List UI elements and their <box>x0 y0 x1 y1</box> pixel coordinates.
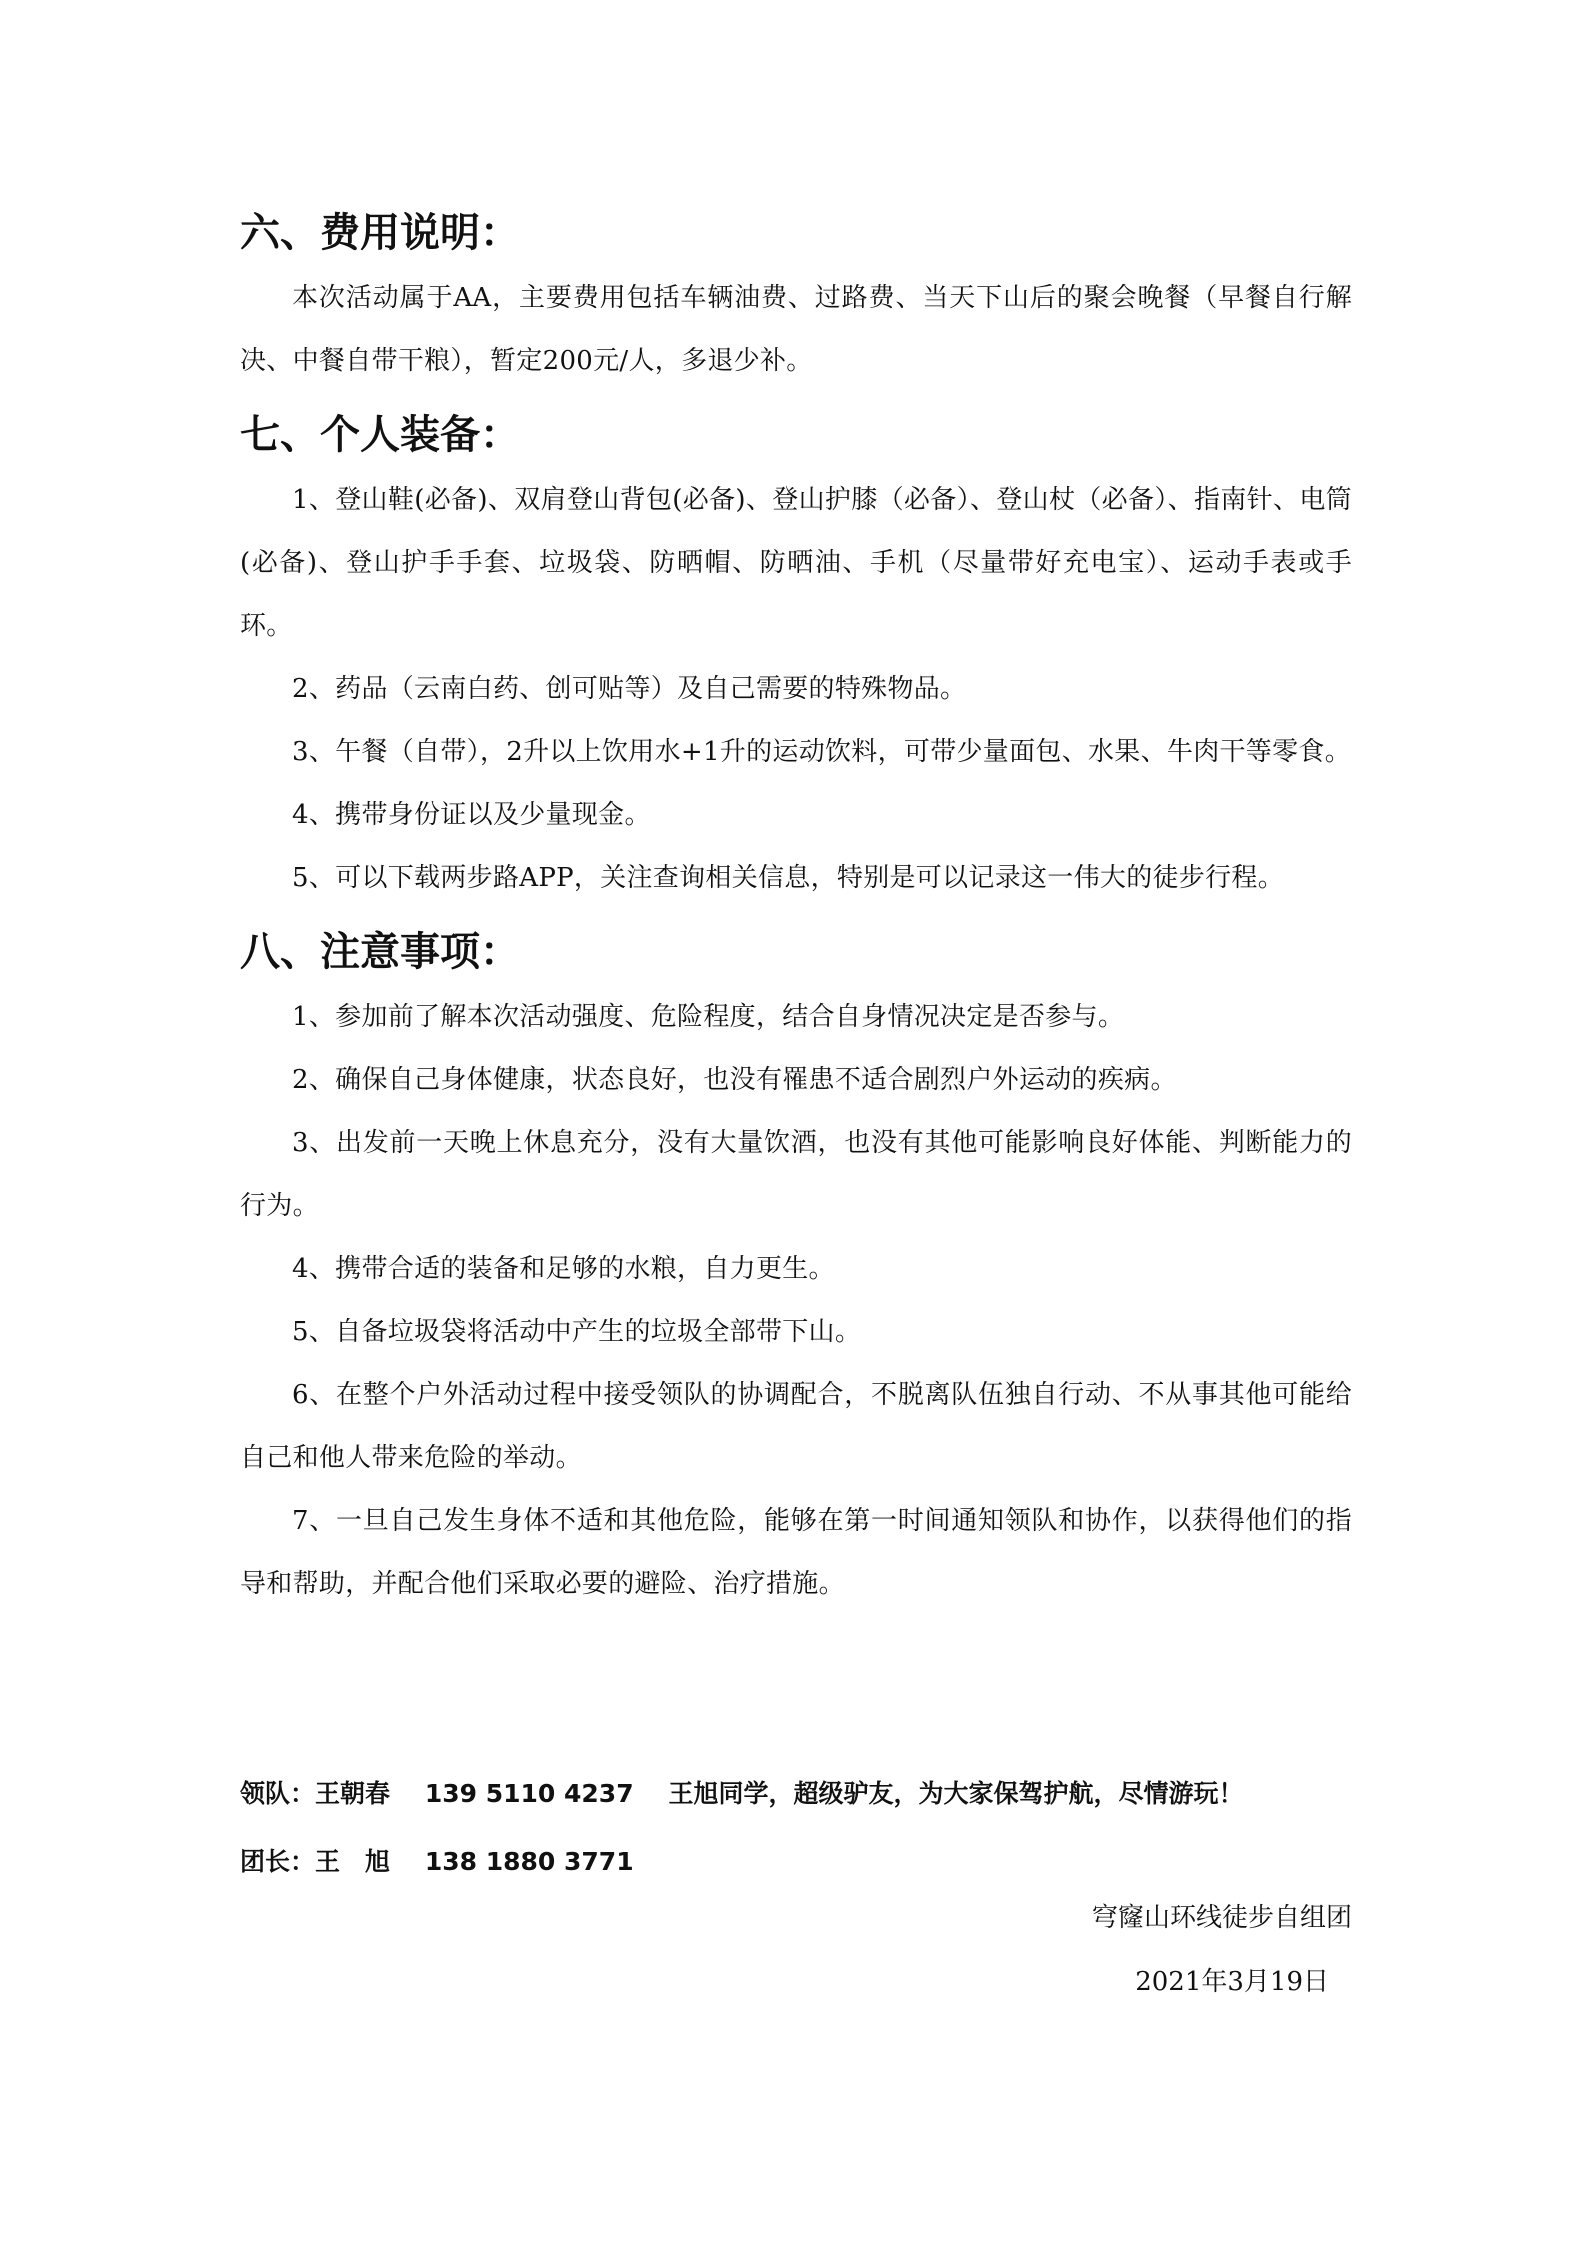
paragraph: 6、在整个户外活动过程中接受领队的协调配合，不脱离队伍独自行动、不从事其他可能给自己和他人带来危险的举动。 <box>240 1380 1352 1473</box>
leader-note: 王旭同学，超级驴友，为大家保驾护航，尽情游玩！ <box>668 1779 1244 1808</box>
paragraph: 7、一旦自己发生身体不适和其他危险，能够在第一时间通知领队和协作，以获得他们的指导和帮助，并配合他们采取必要的避险、治疗措施。 <box>240 1506 1352 1599</box>
section-equipment <box>240 407 1352 910</box>
leader-line <box>240 1760 1352 1828</box>
paragraph: 3、午餐（自带），2升以上饮用水+1升的运动饮料，可带少量面包、水果、牛肉干等零食。 <box>292 737 1352 767</box>
section-heading: 七、个人装备： <box>240 411 520 458</box>
leader-label: 领队：王朝春 <box>240 1779 391 1808</box>
paragraph: 1、登山鞋(必备)、双肩登山背包(必备)、登山护膝（必备）、登山杖（必备）、指南针、电筒(必备)、登山护手手套、垃圾袋、防晒帽、防晒油、手机（尽量带好充电宝）、运动手表或手环。 <box>240 485 1352 641</box>
section-heading: 八、注意事项： <box>240 928 520 975</box>
section-fees <box>240 205 1352 393</box>
head-label: 团长：王 旭 <box>240 1847 391 1876</box>
paragraph: 3、出发前一天晚上休息充分，没有大量饮酒，也没有其他可能影响良好体能、判断能力的行为。 <box>240 1128 1352 1221</box>
leader-phone: 139 5110 4237 <box>424 1779 634 1808</box>
section-heading: 六、费用说明： <box>240 209 520 256</box>
paragraph: 2、确保自己身体健康，状态良好，也没有罹患不适合剧烈户外运动的疾病。 <box>292 1065 1177 1095</box>
head-line <box>240 1828 1352 1896</box>
paragraph: 2、药品（云南白药、创可贴等）及自己需要的特殊物品。 <box>292 674 967 704</box>
paragraph: 1、参加前了解本次活动强度、危险程度，结合自身情况决定是否参与。 <box>292 1002 1125 1032</box>
paragraph: 4、携带合适的装备和足够的水粮，自力更生。 <box>292 1254 835 1284</box>
paragraph: 4、携带身份证以及少量现金。 <box>292 800 651 830</box>
head-phone: 138 1880 3771 <box>424 1847 634 1876</box>
paragraph: 本次活动属于AA，主要费用包括车辆油费、过路费、当天下山后的聚会晚餐（早餐自行解决、中餐自带干粮），暂定200元/人，多退少补。 <box>240 283 1352 376</box>
paragraph: 5、可以下载两步路APP，关注查询相关信息，特别是可以记录这一伟大的徒步行程。 <box>292 863 1285 893</box>
contact-footer <box>240 1760 1352 1896</box>
document-body <box>240 205 1352 1616</box>
organization-signature: 穹窿山环线徒步自组团 <box>1091 1903 1352 1933</box>
paragraph: 5、自备垃圾袋将活动中产生的垃圾全部带下山。 <box>292 1317 862 1347</box>
document-date: 2021年3月19日 <box>1135 1967 1329 1997</box>
section-notes <box>240 924 1352 1616</box>
